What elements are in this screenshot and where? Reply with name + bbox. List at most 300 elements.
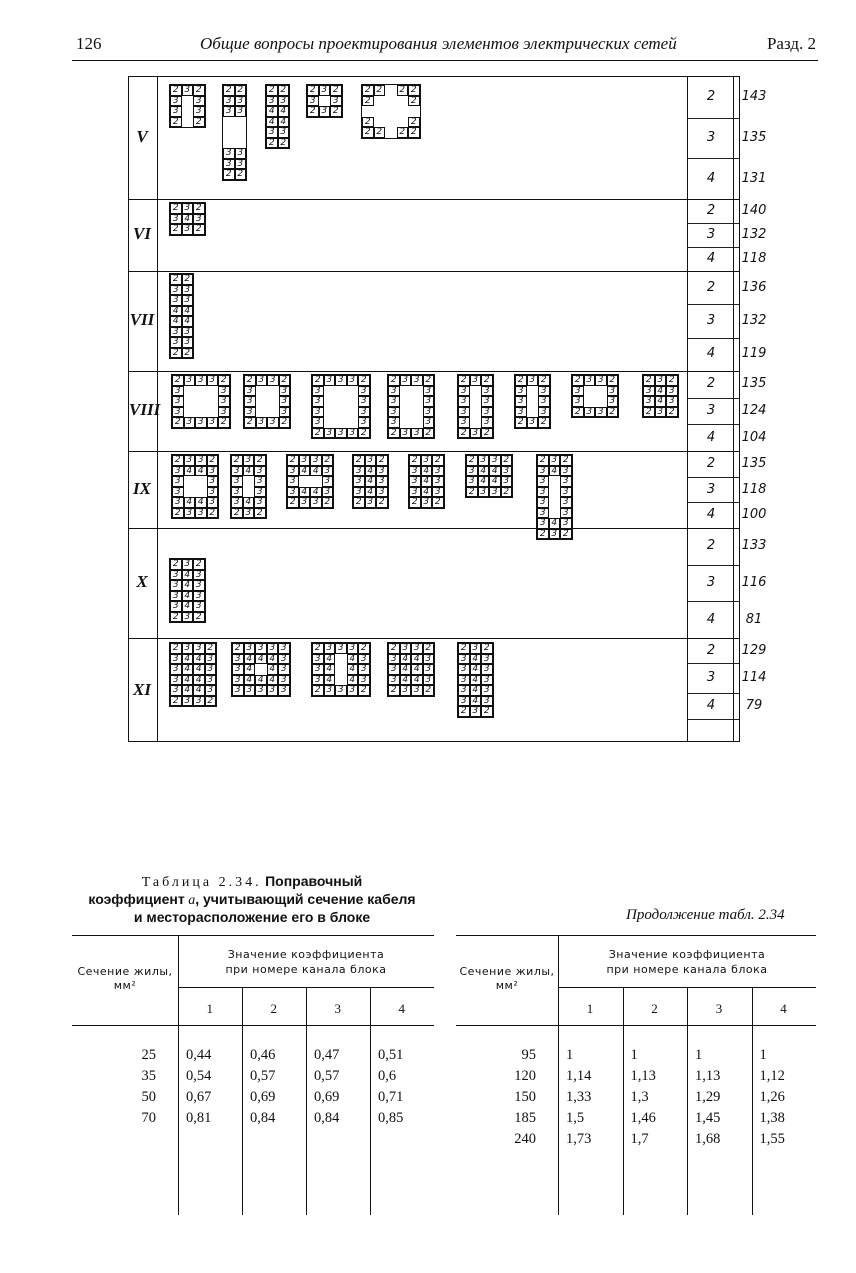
grid-cell: 4	[182, 591, 194, 602]
grid-cell: 3	[182, 85, 194, 96]
grid-cell-empty	[223, 127, 235, 138]
coef-value: 1,14	[566, 1068, 592, 1084]
row-label-roman: XI	[133, 679, 151, 699]
grid-cell: 4	[243, 466, 255, 477]
coef-value: 0,71	[378, 1089, 404, 1105]
grid-cell: 3	[223, 148, 235, 159]
grid-cell: 2	[666, 375, 678, 386]
grid-cell: 3	[244, 685, 256, 696]
channel-group-header-1: Значение коэффициента	[227, 948, 385, 961]
grid-cell: 2	[423, 643, 435, 654]
grid-cell: 3	[170, 285, 182, 296]
grid-cell-empty	[267, 396, 279, 407]
grid-cell: 3	[560, 497, 572, 508]
grid-cell: 3	[172, 497, 184, 508]
grid-cell: 3	[193, 214, 205, 225]
grid-cell: 2	[481, 643, 493, 654]
grid-cell-empty	[374, 96, 386, 107]
grid-cell: 4	[266, 106, 278, 117]
grid-cell: 3	[458, 386, 470, 397]
grid-cell: 3	[278, 96, 290, 107]
grid-cell: 2	[388, 428, 400, 439]
grid-cell: 2	[408, 85, 420, 96]
max-current-value: 100	[741, 507, 767, 523]
channel-number: 1	[206, 1001, 214, 1016]
grid-cell: 3	[421, 455, 433, 466]
grid-cell: 2	[223, 85, 235, 96]
grid-cell: 3	[207, 497, 219, 508]
grid-cell: 3	[515, 396, 527, 407]
coef-value: 0,44	[186, 1047, 212, 1063]
grid-cell: 2	[374, 85, 386, 96]
grid-cell: 2	[170, 348, 182, 359]
grid-cell-empty	[324, 386, 336, 397]
grid-cell: 3	[232, 654, 244, 665]
max-current-value: 118	[741, 251, 767, 266]
grid-cell: 2	[170, 643, 182, 654]
coef-value: 1	[630, 1047, 638, 1063]
grid-cell: 3	[207, 476, 219, 487]
channel-count: 2	[706, 538, 716, 554]
coef-value: 1,38	[759, 1110, 785, 1126]
grid-cell: 4	[347, 664, 359, 675]
grid-cell: 3	[388, 396, 400, 407]
grid-cell-empty	[347, 386, 359, 397]
channel-count: 2	[706, 203, 716, 218]
channel-number: 3	[715, 1001, 723, 1016]
grid-cell: 4	[310, 487, 322, 498]
max-current-value: 119	[741, 346, 767, 362]
channel-count: 3	[706, 403, 716, 418]
grid-cell: 4	[365, 487, 377, 498]
block-layout-grid	[465, 454, 513, 498]
grid-cell: 2	[235, 169, 247, 180]
grid-cell: 2	[560, 529, 572, 540]
grid-cell: 3	[527, 417, 539, 428]
grid-cell: 3	[335, 428, 347, 439]
grid-cell: 3	[322, 487, 334, 498]
grid-cell: 3	[299, 497, 311, 508]
grid-cell: 3	[312, 675, 324, 686]
coef-value: 0,85	[378, 1110, 404, 1126]
table-subrow-rule	[687, 502, 739, 503]
max-current-value: 116	[741, 575, 767, 590]
grid-cell: 3	[423, 396, 435, 407]
row-label-roman: IX	[133, 478, 151, 498]
grid-cell: 3	[207, 417, 219, 428]
grid-cell-empty	[385, 127, 397, 138]
grid-cell: 3	[481, 675, 493, 686]
grid-cell: 2	[458, 706, 470, 717]
coef-value: 1,46	[630, 1110, 656, 1126]
grid-cell: 3	[312, 386, 324, 397]
grid-cell: 4	[244, 664, 256, 675]
grid-cell: 3	[538, 396, 550, 407]
block-layout-grid	[169, 642, 217, 707]
grid-cell: 3	[411, 428, 423, 439]
section-header: Сечение жилы, мм²	[77, 965, 173, 992]
grid-cell: 2	[207, 508, 219, 519]
grid-cell: 4	[170, 306, 182, 317]
coef-value: 1,33	[566, 1089, 592, 1105]
grid-cell: 2	[223, 169, 235, 180]
grid-cell: 3	[170, 685, 182, 696]
grid-cell: 3	[466, 466, 478, 477]
grid-cell: 3	[184, 417, 196, 428]
grid-cell: 3	[549, 529, 561, 540]
grid-cell: 3	[205, 654, 217, 665]
grid-cell-empty	[235, 127, 247, 138]
grid-cell-empty	[400, 396, 412, 407]
grid-cell: 2	[397, 127, 409, 138]
block-layout-grid	[311, 642, 371, 697]
grid-cell: 3	[353, 476, 365, 487]
grid-cell-empty	[549, 476, 561, 487]
grid-cell: 2	[362, 85, 374, 96]
grid-cell: 2	[193, 203, 205, 214]
grid-cell-empty	[335, 417, 347, 428]
grid-cell: 3	[182, 224, 194, 235]
grid-cell: 3	[388, 407, 400, 418]
coef-value: 1,13	[695, 1068, 721, 1084]
grid-cell: 3	[322, 466, 334, 477]
channel-number: 4	[398, 1001, 406, 1016]
max-current-value: 135	[741, 455, 767, 471]
grid-cell: 3	[353, 487, 365, 498]
grid-cell: 4	[182, 316, 194, 327]
grid-cell-empty	[324, 407, 336, 418]
grid-cell-empty	[223, 138, 235, 149]
grid-cell: 3	[232, 685, 244, 696]
channel-count: 4	[706, 346, 716, 362]
page-number: 126	[76, 34, 102, 53]
grid-cell: 3	[481, 696, 493, 707]
grid-cell: 3	[655, 375, 667, 386]
grid-cell-empty	[195, 386, 207, 397]
grid-cell: 3	[322, 476, 334, 487]
max-current-value: 104	[741, 429, 767, 445]
grid-cell: 2	[205, 643, 217, 654]
grid-cell: 4	[255, 675, 267, 686]
grid-cell: 2	[362, 127, 374, 138]
block-layout-grid	[169, 273, 194, 359]
grid-cell: 3	[400, 685, 412, 696]
grid-cell: 3	[411, 375, 423, 386]
grid-cell: 3	[607, 396, 619, 407]
grid-cell: 3	[266, 96, 278, 107]
grid-cell: 2	[409, 497, 421, 508]
grid-cell: 2	[218, 375, 230, 386]
section-header: Сечение жилы, мм²	[459, 965, 555, 992]
grid-cell: 2	[423, 685, 435, 696]
grid-cell: 2	[432, 455, 444, 466]
grid-cell: 3	[411, 685, 423, 696]
block-layout-grid	[352, 454, 389, 509]
grid-cell: 3	[458, 407, 470, 418]
grid-cell: 3	[193, 696, 205, 707]
grid-cell-empty	[207, 386, 219, 397]
grid-cell: 2	[287, 497, 299, 508]
grid-cell: 3	[267, 417, 279, 428]
grid-cell: 2	[408, 96, 420, 107]
grid-cell: 2	[244, 417, 256, 428]
grid-cell-empty	[549, 508, 561, 519]
block-layout-grid	[171, 374, 231, 429]
grid-cell: 2	[458, 643, 470, 654]
channel-group-header-1: Значение коэффициента	[608, 948, 766, 961]
grid-cell: 3	[218, 396, 230, 407]
grid-cell-empty	[182, 96, 194, 107]
grid-cell: 3	[172, 466, 184, 477]
grid-cell: 3	[458, 417, 470, 428]
grid-cell: 2	[232, 643, 244, 654]
grid-cell: 3	[184, 455, 196, 466]
coef-value: 1,13	[630, 1068, 656, 1084]
grid-cell: 3	[324, 685, 336, 696]
grid-cell: 2	[254, 455, 266, 466]
table-col-rule	[242, 987, 243, 1215]
grid-cell: 2	[244, 375, 256, 386]
grid-cell-empty	[549, 497, 561, 508]
block-layout-grid	[571, 374, 619, 418]
grid-cell: 4	[365, 476, 377, 487]
table-col-rule	[687, 987, 688, 1215]
grid-cell: 2	[374, 127, 386, 138]
coef-value: 1,29	[695, 1089, 721, 1105]
grid-cell: 4	[324, 654, 336, 665]
grid-cell: 3	[643, 386, 655, 397]
channel-group-header-2: при номере канала блока	[225, 963, 387, 976]
grid-cell: 4	[195, 497, 207, 508]
table-subrow-rule	[687, 693, 739, 694]
grid-cell: 3	[347, 375, 359, 386]
grid-cell: 4	[244, 654, 256, 665]
grid-cell: 3	[560, 518, 572, 529]
grid-cell: 3	[388, 386, 400, 397]
grid-cell: 2	[432, 497, 444, 508]
channel-count: 3	[706, 481, 716, 497]
grid-cell: 3	[170, 580, 182, 591]
grid-cell: 4	[365, 466, 377, 477]
channel-count: 3	[706, 670, 716, 685]
grid-cell: 4	[182, 654, 194, 665]
grid-cell: 3	[365, 455, 377, 466]
channel-count: 3	[706, 313, 716, 328]
grid-cell: 3	[655, 407, 667, 418]
row-label-roman: VII	[129, 310, 155, 329]
max-current-value: 133	[741, 538, 767, 554]
grid-cell-empty	[184, 487, 196, 498]
grid-cell: 4	[478, 476, 490, 487]
grid-cell: 4	[195, 466, 207, 477]
grid-cell: 2	[538, 375, 550, 386]
grid-cell: 3	[423, 417, 435, 428]
grid-cell: 4	[266, 117, 278, 128]
grid-cell-empty	[374, 106, 386, 117]
grid-cell: 2	[515, 417, 527, 428]
grid-cell: 2	[330, 106, 342, 117]
grid-cell: 3	[584, 407, 596, 418]
grid-cell: 3	[267, 685, 279, 696]
grid-cell: 3	[458, 696, 470, 707]
grid-cell: 3	[182, 327, 194, 338]
block-layout-grid	[169, 202, 206, 236]
grid-cell: 2	[172, 455, 184, 466]
grid-cell: 2	[207, 455, 219, 466]
table-col-rule	[752, 987, 753, 1215]
grid-cell: 3	[299, 455, 311, 466]
grid-cell: 4	[182, 214, 194, 225]
grid-cell: 3	[466, 476, 478, 487]
channel-number: 4	[780, 1001, 788, 1016]
grid-cell: 3	[458, 675, 470, 686]
coef-table-left	[72, 935, 434, 1215]
grid-cell-empty	[267, 407, 279, 418]
grid-cell: 3	[376, 476, 388, 487]
grid-cell: 3	[231, 497, 243, 508]
grid-cell: 2	[193, 117, 205, 128]
section-value: 70	[141, 1110, 156, 1126]
block-layout-grid	[387, 642, 435, 697]
grid-cell: 3	[170, 591, 182, 602]
table-column-rule	[733, 77, 734, 741]
grid-cell: 3	[244, 396, 256, 407]
table-subrow-rule	[687, 118, 739, 119]
channel-number: 3	[334, 1001, 342, 1016]
grid-cell: 3	[287, 487, 299, 498]
grid-cell: 3	[501, 476, 513, 487]
grid-cell: 3	[182, 696, 194, 707]
grid-cell: 3	[278, 643, 290, 654]
grid-cell: 3	[481, 396, 493, 407]
grid-cell: 3	[324, 643, 336, 654]
grid-cell: 3	[244, 386, 256, 397]
grid-cell: 4	[470, 685, 482, 696]
coef-value: 0,51	[378, 1047, 404, 1063]
grid-cell: 3	[481, 386, 493, 397]
grid-cell-empty	[397, 117, 409, 128]
grid-cell: 2	[182, 274, 194, 285]
grid-cell-empty	[182, 106, 194, 117]
grid-cell: 3	[358, 664, 370, 675]
block-layout-grid	[286, 454, 334, 509]
grid-cell: 3	[266, 127, 278, 138]
grid-cell: 3	[595, 407, 607, 418]
grid-cell: 2	[358, 643, 370, 654]
section-value: 95	[521, 1047, 536, 1063]
channel-count: 2	[706, 376, 716, 392]
grid-cell-empty	[223, 117, 235, 128]
grid-cell-empty	[319, 96, 331, 107]
grid-cell: 2	[266, 85, 278, 96]
grid-cell: 3	[409, 476, 421, 487]
grid-cell: 4	[182, 601, 194, 612]
grid-cell: 3	[193, 106, 205, 117]
grid-cell: 3	[170, 337, 182, 348]
grid-cell: 3	[195, 417, 207, 428]
grid-cell: 3	[193, 591, 205, 602]
block-layout-grid	[457, 374, 494, 439]
grid-cell: 4	[470, 675, 482, 686]
max-current-value: 140	[741, 203, 767, 218]
grid-cell: 3	[470, 706, 482, 717]
grid-cell-empty	[527, 396, 539, 407]
grid-cell: 3	[182, 337, 194, 348]
grid-cell: 2	[409, 455, 421, 466]
grid-cell: 3	[470, 375, 482, 386]
grid-cell: 3	[312, 664, 324, 675]
grid-cell: 3	[549, 455, 561, 466]
grid-cell: 3	[205, 685, 217, 696]
grid-cell: 2	[358, 685, 370, 696]
grid-cell: 3	[347, 685, 359, 696]
grid-cell: 3	[335, 643, 347, 654]
coef-value: 1	[695, 1047, 703, 1063]
coef-value: 1,55	[759, 1131, 785, 1147]
coef-value: 1,7	[630, 1131, 649, 1147]
max-current-value: 124	[741, 403, 767, 418]
grid-cell: 3	[560, 466, 572, 477]
grid-cell: 2	[193, 224, 205, 235]
grid-cell-empty	[400, 417, 412, 428]
grid-cell: 4	[244, 675, 256, 686]
row-label-roman: VIII	[129, 400, 161, 419]
section-value: 120	[514, 1068, 536, 1084]
grid-cell: 2	[353, 497, 365, 508]
grid-cell: 3	[207, 487, 219, 498]
coef-value: 0,84	[250, 1110, 276, 1126]
coef-value: 1	[759, 1047, 767, 1063]
grid-cell-empty	[256, 396, 268, 407]
grid-cell: 2	[193, 559, 205, 570]
grid-cell: 3	[400, 643, 412, 654]
grid-cell: 3	[312, 396, 324, 407]
grid-cell: 3	[421, 497, 433, 508]
table-subrow-rule	[687, 158, 739, 159]
grid-cell-empty	[411, 386, 423, 397]
grid-cell-empty	[549, 487, 561, 498]
coef-value: 0,67	[186, 1089, 212, 1105]
max-current-value: 132	[741, 227, 767, 242]
grid-cell: 2	[466, 455, 478, 466]
grid-cell: 3	[278, 685, 290, 696]
section-value: 25	[141, 1047, 156, 1063]
coef-value: 0,46	[250, 1047, 276, 1063]
grid-cell-empty	[527, 386, 539, 397]
grid-cell: 3	[254, 466, 266, 477]
grid-cell: 3	[170, 675, 182, 686]
grid-cell-empty	[267, 386, 279, 397]
grid-cell-empty	[385, 117, 397, 128]
max-current-value: 81	[745, 611, 763, 627]
grid-cell-empty	[595, 386, 607, 397]
channel-count: 4	[706, 170, 716, 186]
grid-cell: 3	[170, 570, 182, 581]
grid-cell: 3	[254, 476, 266, 487]
grid-cell: 4	[489, 466, 501, 477]
grid-cell: 3	[278, 675, 290, 686]
grid-cell-empty	[256, 407, 268, 418]
grid-cell: 4	[278, 117, 290, 128]
grid-cell: 3	[235, 106, 247, 117]
grid-cell-empty	[184, 407, 196, 418]
grid-cell-empty	[595, 396, 607, 407]
grid-cell-empty	[335, 407, 347, 418]
grid-cell: 3	[572, 396, 584, 407]
grid-cell-empty	[182, 117, 194, 128]
grid-cell: 2	[537, 529, 549, 540]
table-subrow-rule	[687, 477, 739, 478]
